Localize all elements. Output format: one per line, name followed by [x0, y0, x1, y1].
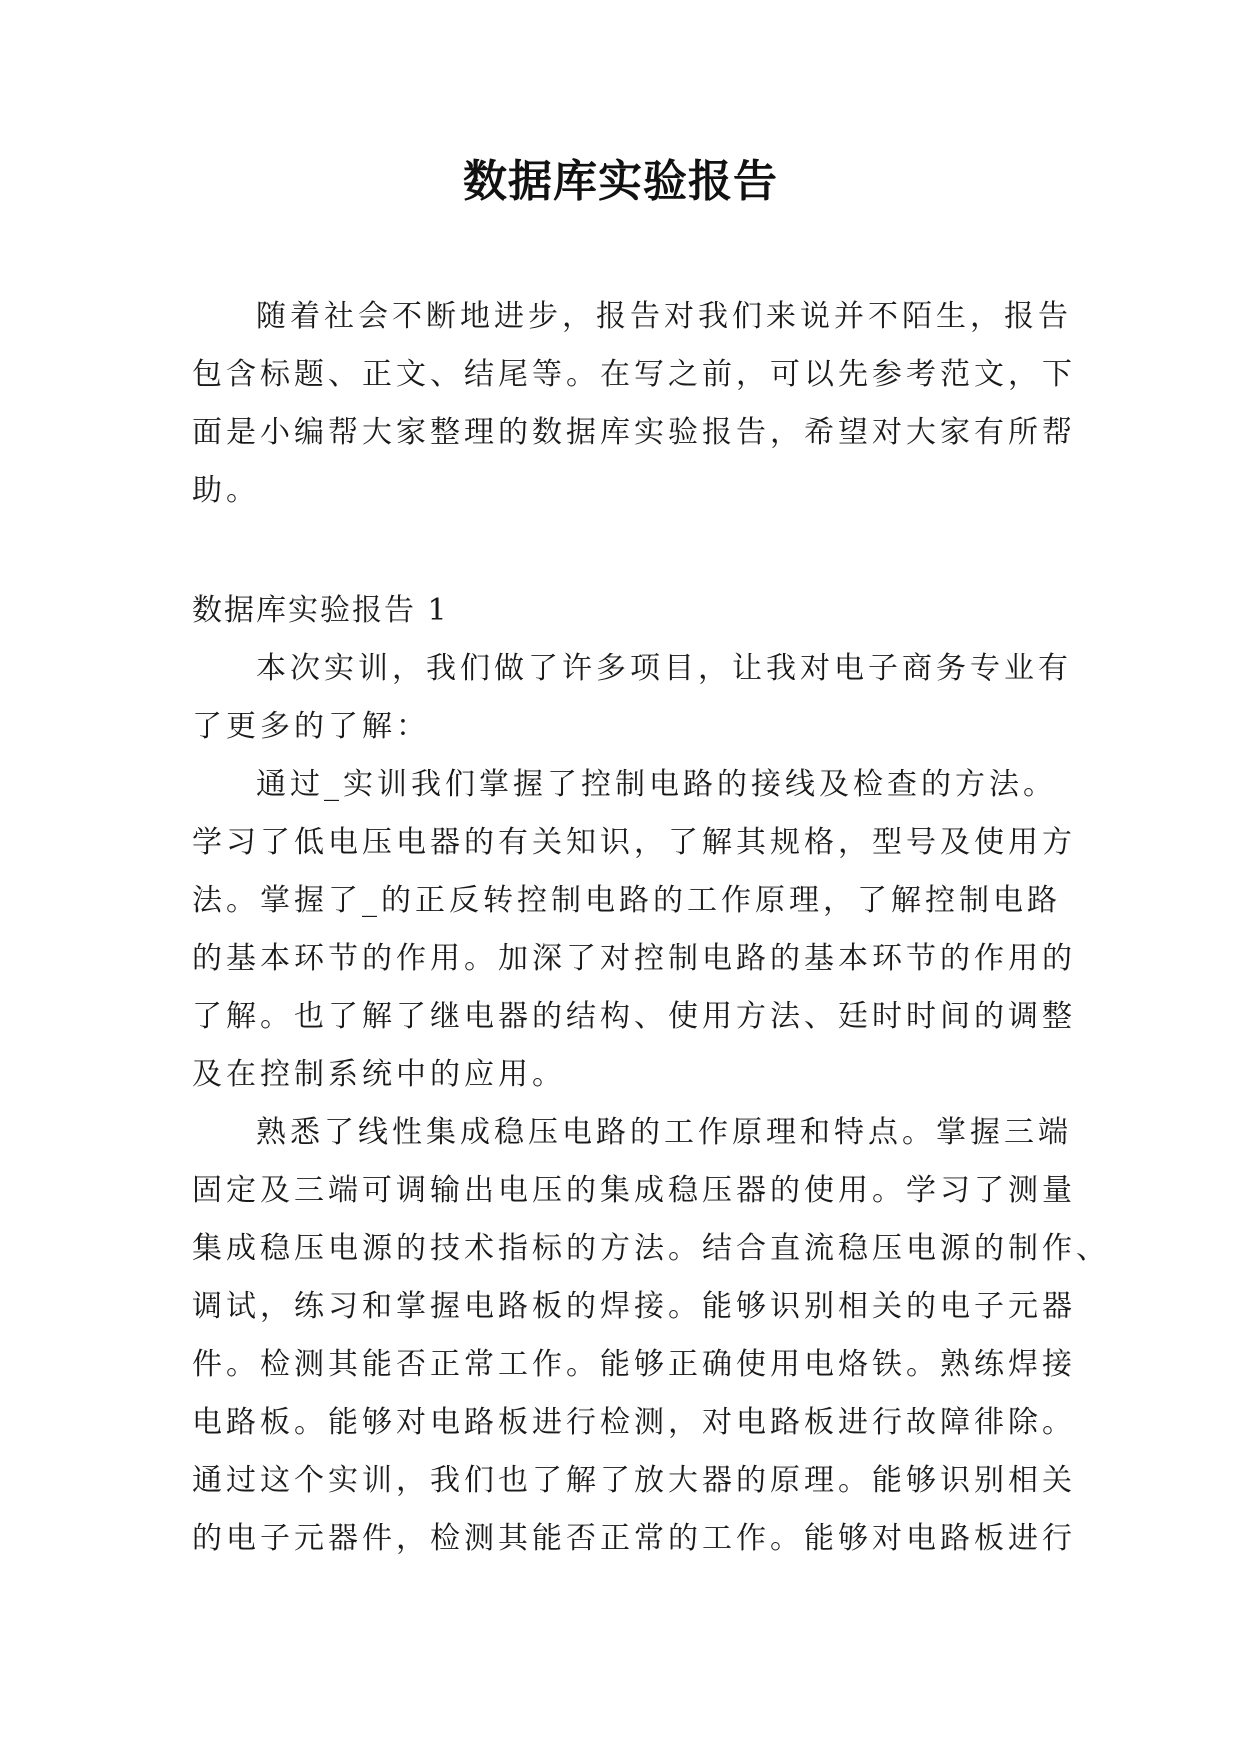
paragraph-line: 本次实训，我们做了许多项目，让我对电子商务专业有 — [256, 651, 1072, 686]
paragraph-line: 的电子元器件，检测其能否正常的工作。能够对电路板进行 — [192, 1521, 1076, 1556]
paragraph-line: 了更多的了解： — [192, 709, 430, 744]
paragraph-line: 电路板。能够对电路板进行检测，对电路板进行故障徘除。 — [192, 1405, 1076, 1440]
paragraph-line: 固定及三端可调输出电压的集成稳压器的使用。学习了测量 — [192, 1173, 1076, 1208]
paragraph-line: 学习了低电压电器的有关知识，了解其规格，型号及使用方 — [192, 825, 1076, 860]
report-section — [192, 582, 1110, 1568]
document-title: 数据库实验报告 — [463, 156, 778, 207]
paragraph-line: 调试，练习和掌握电路板的焊接。能够识别相关的电子元器 — [192, 1289, 1076, 1324]
paragraph-line: 了解。也了解了继电器的结构、使用方法、廷时时间的调整 — [192, 999, 1076, 1034]
intro-paragraph — [192, 288, 1076, 520]
intro-line: 助。 — [192, 473, 260, 508]
section-heading: 数据库实验报告 1 — [192, 593, 449, 628]
paragraph-line: 件。检测其能否正常工作。能够正确使用电烙铁。熟练焊接 — [192, 1347, 1076, 1382]
paragraph-line: 的基本环节的作用。加深了对控制电路的基本环节的作用的 — [192, 941, 1076, 976]
paragraph-line: 熟悉了线性集成稳压电路的工作原理和特点。掌握三端 — [256, 1115, 1072, 1150]
intro-line: 随着社会不断地进步，报告对我们来说并不陌生，报告 — [256, 299, 1072, 334]
paragraph-line: 通过_实训我们掌握了控制电路的接线及检查的方法。 — [256, 767, 1057, 802]
paragraph-line: 集成稳压电源的技术指标的方法。结合直流稳压电源的制作、 — [192, 1231, 1110, 1266]
intro-line: 包含标题、正文、结尾等。在写之前，可以先参考范文，下 — [192, 357, 1076, 392]
paragraph-line: 法。掌握了_的正反转控制电路的工作原理，了解控制电路 — [192, 883, 1061, 918]
intro-line: 面是小编帮大家整理的数据库实验报告，希望对大家有所帮 — [192, 415, 1076, 450]
paragraph-line: 及在控制系统中的应用。 — [192, 1057, 566, 1092]
paragraph-line: 通过这个实训，我们也了解了放大器的原理。能够识别相关 — [192, 1463, 1076, 1498]
